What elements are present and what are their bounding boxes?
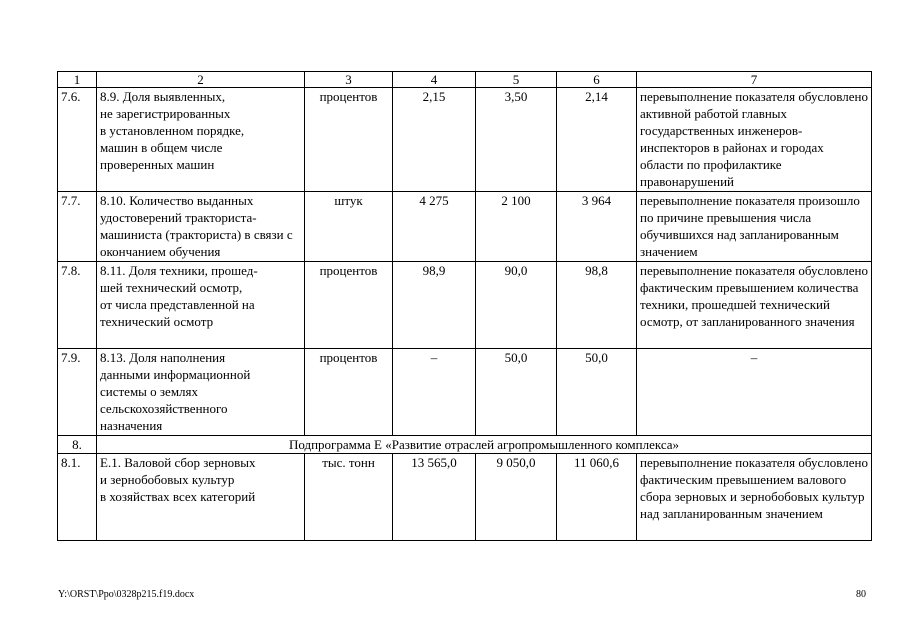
table-row (58, 192, 872, 262)
note-cell: перевыполнение показателя обусловлено активной работой главных государственных инженеров-инспекторов в районах и городах области по профилактике правонарушений (637, 88, 872, 192)
value-col5: 2 100 (476, 192, 557, 262)
value-col6: 2,14 (557, 88, 637, 192)
row-number: 7.7. (58, 192, 97, 262)
indicator-name: 8.9. Доля выявленных, не зарегистрированных в установленном порядке, машин в общем числе проверенных машин (97, 88, 305, 192)
column-number-header-row (58, 72, 872, 88)
value-col6: 98,8 (557, 262, 637, 349)
indicator-name: 8.13. Доля наполнения данными информационной системы о землях сельскохозяйственного назначения (97, 349, 305, 436)
value-col4: 13 565,0 (393, 454, 476, 541)
column-number-1: 1 (58, 72, 97, 88)
unit-cell: процентов (305, 88, 393, 192)
value-col5: 9 050,0 (476, 454, 557, 541)
note-cell: перевыполнение показателя обусловлено фактическим превышением валового сбора зерновых и зернобобовых культур над запланированным значением (637, 454, 872, 541)
row-number: 8.1. (58, 454, 97, 541)
value-col4: 98,9 (393, 262, 476, 349)
row-number: 7.6. (58, 88, 97, 192)
row-number: 7.9. (58, 349, 97, 436)
unit-cell: процентов (305, 262, 393, 349)
subprogram-number: 8. (58, 436, 97, 454)
page-number: 80 (856, 589, 866, 600)
unit-cell: штук (305, 192, 393, 262)
column-number-4: 4 (393, 72, 476, 88)
note-cell: перевыполнение показателя произошло по причине превышения числа обучившихся над запланированным значением (637, 192, 872, 262)
value-col6: 50,0 (557, 349, 637, 436)
value-col6: 3 964 (557, 192, 637, 262)
value-col6: 11 060,6 (557, 454, 637, 541)
value-col4: – (393, 349, 476, 436)
subprogram-row (58, 436, 872, 454)
subprogram-title: Подпрограмма Е «Развитие отраслей агропромышленного комплекса» (97, 436, 872, 454)
indicators-table (57, 71, 872, 541)
column-number-2: 2 (97, 72, 305, 88)
row-number: 7.8. (58, 262, 97, 349)
table-row (58, 349, 872, 436)
value-col5: 90,0 (476, 262, 557, 349)
note-cell: – (637, 349, 872, 436)
note-cell: перевыполнение показателя обусловлено фактическим превышением количества техники, прошедшей технический осмотр, от запланированного значения (637, 262, 872, 349)
value-col5: 50,0 (476, 349, 557, 436)
column-number-7: 7 (637, 72, 872, 88)
unit-cell: процентов (305, 349, 393, 436)
footer-file-path: Y:\ORST\Ppo\0328p215.f19.docx (58, 589, 195, 600)
column-number-3: 3 (305, 72, 393, 88)
value-col4: 2,15 (393, 88, 476, 192)
indicator-name: 8.11. Доля техники, прошед- шей технический осмотр, от числа представленной на технический осмотр (97, 262, 305, 349)
column-number-6: 6 (557, 72, 637, 88)
table-row (58, 88, 872, 192)
column-number-5: 5 (476, 72, 557, 88)
unit-cell: тыс. тонн (305, 454, 393, 541)
table-row (58, 454, 872, 541)
indicator-name: Е.1. Валовой сбор зерновых и зернобобовых культур в хозяйствах всех категорий (97, 454, 305, 541)
value-col4: 4 275 (393, 192, 476, 262)
indicator-name: 8.10. Количество выданных удостоверений тракториста-машиниста (тракториста) в связи с окончанием обучения (97, 192, 305, 262)
value-col5: 3,50 (476, 88, 557, 192)
table-row (58, 262, 872, 349)
